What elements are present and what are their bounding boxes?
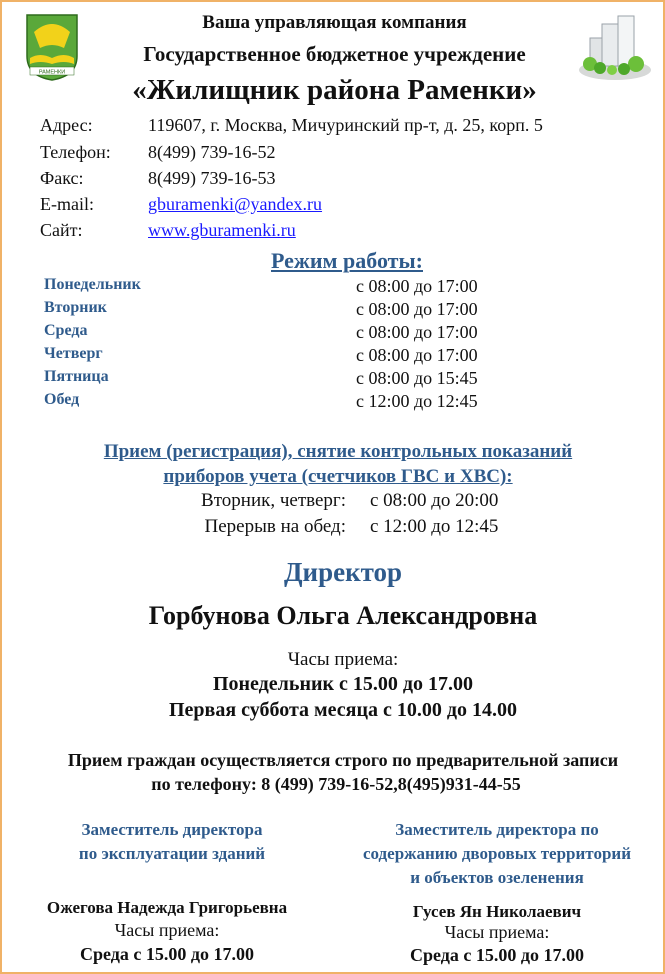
schedule-day: Обед	[44, 391, 80, 408]
deputy-title-line: и объектов озеленения	[410, 868, 584, 887]
reception-title	[2, 439, 665, 489]
schedule-day: Пятница	[44, 368, 109, 385]
reception-time: с 12:00 до 12:45	[370, 516, 499, 537]
director-name: Горбунова Ольга Александровна	[148, 601, 538, 630]
schedule-time: с 08:00 до 17:00	[356, 299, 478, 319]
appointment-note-line: Прием граждан осуществляется строго по предварительной записи	[67, 750, 619, 770]
schedule-time: с 08:00 до 17:00	[356, 322, 478, 342]
schedule-day: Понедельник	[44, 276, 141, 293]
reception-title-line: Прием (регистрация), снятие контрольных показаний	[103, 441, 573, 462]
schedule-time: с 08:00 до 17:00	[356, 276, 478, 296]
deputy-territories-title	[332, 818, 662, 890]
contact-value: 8(499) 739-16-52	[148, 142, 276, 162]
contact-address	[40, 115, 640, 139]
contact-label: Адрес:	[40, 115, 93, 135]
contact-value: 8(499) 739-16-53	[148, 168, 276, 188]
schedule-time: с 08:00 до 17:00	[356, 345, 478, 365]
contact-email	[40, 194, 640, 218]
deputy-operations-name: Ожегова Надежда Григорьевна	[46, 898, 288, 917]
deputy-operations-hours-label: Часы приема:	[114, 920, 220, 940]
contact-phone	[40, 142, 640, 166]
contact-value: 119607, г. Москва, Мичуринский пр-т, д. 25, корп. 5	[148, 115, 543, 135]
contact-label: E-mail:	[40, 194, 94, 214]
schedule-title: Режим работы:	[271, 248, 423, 273]
deputy-title-line: Заместитель директора	[81, 820, 263, 839]
header-company-label: Ваша управляющая компания	[202, 12, 467, 33]
contact-fax	[40, 168, 640, 192]
contact-website	[40, 220, 640, 244]
website-link[interactable]: www.gburamenki.ru	[148, 220, 296, 240]
deputy-title-line: содержанию дворовых территорий	[363, 844, 631, 863]
schedule-row	[44, 345, 604, 367]
director-title: Директор	[283, 557, 403, 587]
header-company-name: «Жилищник района Раменки»	[132, 74, 537, 106]
director-hours-label: Часы приема:	[287, 649, 399, 670]
appointment-note-line: по телефону: 8 (499) 739-16-52,8(495)931-44-55	[151, 774, 521, 794]
schedule-day: Четверг	[44, 345, 103, 362]
svg-text:РАМЕНКИ: РАМЕНКИ	[38, 69, 66, 76]
director-hours-line: Понедельник с 15.00 до 17.00	[212, 673, 474, 695]
reception-label: Перерыв на обед:	[204, 516, 346, 537]
deputy-territories-hours: Среда с 15.00 до 17.00	[410, 945, 584, 965]
schedule-time: с 08:00 до 15:45	[356, 368, 478, 388]
deputy-territories-name: Гусев Ян Николаевич	[412, 902, 582, 921]
schedule-row	[44, 276, 604, 298]
schedule-day: Вторник	[44, 299, 107, 316]
deputy-title-line: по эксплуатации зданий	[78, 844, 266, 863]
schedule-day: Среда	[44, 322, 88, 339]
schedule-row	[44, 322, 604, 344]
reception-label: Вторник, четверг:	[201, 490, 346, 511]
contact-label: Сайт:	[40, 220, 83, 240]
header-institution-type: Государственное бюджетное учреждение	[143, 42, 526, 66]
email-link[interactable]: gburamenki@yandex.ru	[148, 194, 323, 214]
deputy-title-line: Заместитель директора по	[395, 820, 599, 839]
schedule-row	[44, 299, 604, 321]
contact-label: Телефон:	[40, 142, 111, 162]
schedule-row	[44, 391, 604, 413]
reception-time: с 08:00 до 20:00	[370, 490, 499, 511]
director-hours-line: Первая суббота месяца с 10.00 до 14.00	[168, 699, 518, 721]
contact-label: Факс:	[40, 168, 84, 188]
deputy-operations-hours: Среда с 15.00 до 17.00	[80, 944, 254, 964]
schedule-time: с 12:00 до 12:45	[356, 391, 478, 411]
reception-title-line: приборов учета (счетчиков ГВС и ХВС):	[163, 466, 513, 487]
deputy-operations-title	[12, 818, 332, 866]
deputy-territories-hours-label: Часы приема:	[444, 922, 550, 942]
appointment-note	[2, 748, 665, 796]
schedule-row	[44, 368, 604, 390]
